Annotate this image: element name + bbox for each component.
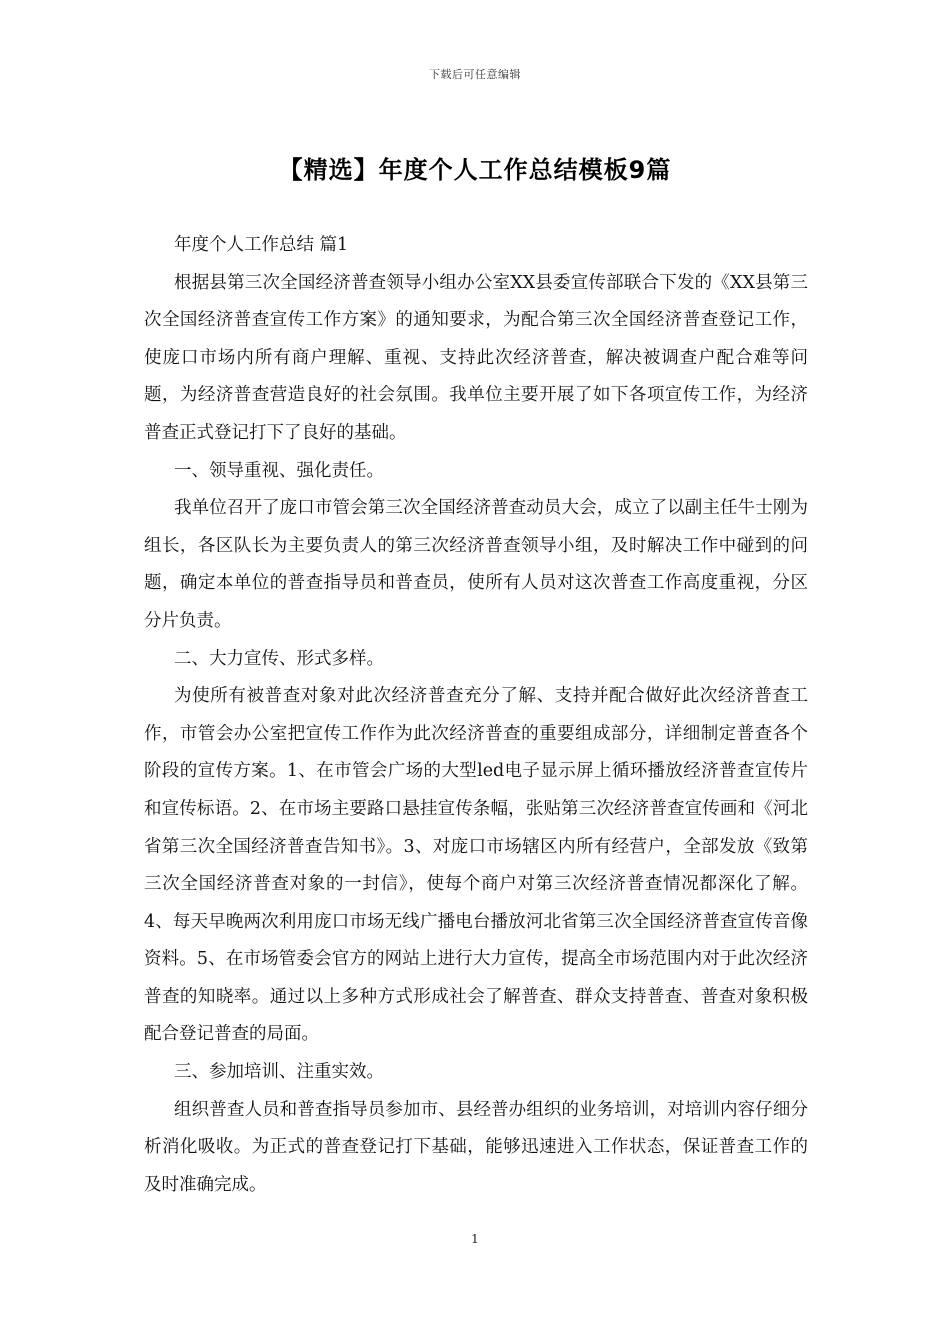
body-paragraph: 组织普查人员和普查指导员参加市、县经普办组织的业务培训，对培训内容仔细分析消化吸收。为正式的普查登记打下基础，能够迅速进入工作状态，保证普查工作的及时准确完成。 [144,1099,808,1195]
body-paragraph: 根据县第三次全国经济普查领导小组办公室XX县委宣传部联合下发的《XX县第三次全国经济普查宣传工作方案》的通知要求，为配合第三次全国经济普查登记工作，使庞口市场内所有商户理解、重视、支持此次经济普查，解决被调查户配合难等问题，为经济普查营造良好的社会氛围。我单位主要开展了如下各项宣传工作，为经济普查正式登记打下了良好的基础。 [144,272,808,443]
body-paragraph: 为使所有被普查对象对此次经济普查充分了解、支持并配合做好此次经济普查工作，市管会办公室把宣传工作作为此次经济普查的重要组成部分，详细制定普查各个阶段的宣传方案。1、在市管会广场的大型led电子显示屏上循环播放经济普查宣传片和宣传标语。2、在市场主要路口悬挂宣传条幅，张贴第三次经济普查宣传画和《河北省第三次全国经济普查告知书》。3、对庞口市场辖区内所有经营户，全部发放《致第三次全国经济普查对象的一封信》，使每个商户对第三次经济普查情况都深化了解。4、每天早晚两次利用庞口市场无线广播电台播放河北省第三次全国经济普查宣传音像资料。5、在市场管委会官方的网站上进行大力宣传，提高全市场范围内对于此次经济普查的知晓率。通过以上多种方式形成社会了解普查、群众支持普查、普查对象积极配合登记普查的局面。 [144,686,808,1045]
header-note: 下载后可任意编辑 [429,68,521,81]
section-heading: 二、大力宣传、形式多样。 [174,648,384,669]
body-paragraph: 我单位召开了庞口市管会第三次全国经济普查动员大会，成立了以副主任牛士刚为组长，各区队长为主要负责人的第三次经济普查领导小组，及时解决工作中碰到的问题，确定本单位的普查指导员和普查员，使所有人员对这次普查工作高度重视，分区分片负责。 [144,498,808,631]
section-heading: 年度个人工作总结 篇1 [174,235,349,255]
document-title: 【精选】年度个人工作总结模板9篇 [278,156,672,184]
section-heading: 一、领导重视、强化责任。 [174,460,384,481]
page-number: 1 [471,1232,479,1246]
section-heading: 三、参加培训、注重实效。 [174,1062,384,1083]
document-body [144,227,808,1204]
